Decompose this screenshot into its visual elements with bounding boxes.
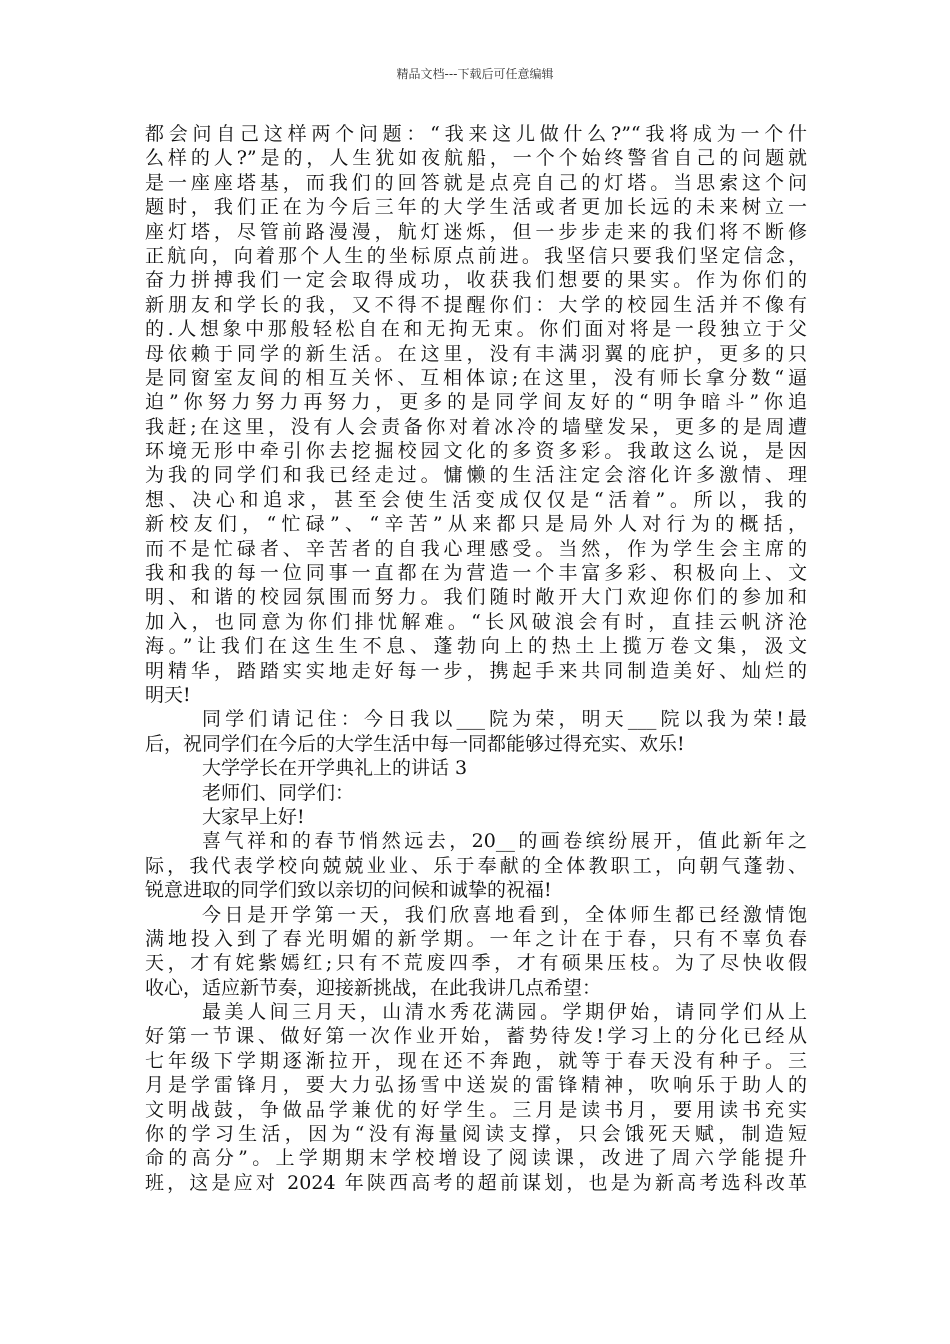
text-line: 天，才有姹紫嫣红;只有不荒废四季，才有硕果压枝。为了尽快收假 (145, 952, 807, 975)
text-line: 题时，我们正在为今后三年的大学生活或者更加长远的未来树立一 (145, 196, 807, 219)
text-line: 班，这是应对 2024 年陕西高考的超前谋划，也是为新高考选科改革 (145, 1171, 807, 1194)
text-line: 明、和谐的校园氛围而努力。我们随时敞开大门欢迎你们的参加和 (145, 586, 807, 609)
text-line: 想、决心和追求，甚至会使生活变成仅仅是“活着”。所以，我的 (145, 488, 807, 511)
text-line: 大家早上好! (202, 805, 305, 828)
text-line: 同学们请记住：今日我以___院为荣，明天___院以我为荣!最 (202, 708, 807, 731)
text-line: 满地投入到了春光明媚的新学期。一年之计在于春，只有不辜负春 (145, 927, 807, 950)
text-line: 是同窗室友间的相互关怀、互相体谅;在这里，没有师长拿分数“逼 (145, 366, 807, 389)
text-line: 喜气祥和的春节悄然远去，20__的画卷缤纷展开，值此新年之 (202, 830, 807, 853)
text-line: 环境无形中牵引你去挖掘校园文化的多资多彩。我敢这么说，是因 (145, 440, 807, 463)
page-header: 精品文档---下载后可任意编辑 (396, 67, 554, 81)
text-line: 的.人想象中那般轻松自在和无拘无束。你们面对将是一段独立于父 (145, 318, 807, 341)
text-line: 海。”让我们在这生生不息、蓬勃向上的热土上揽万卷文集，汲文 (145, 635, 807, 658)
text-line: 新校友们，“忙碌”、“辛苦”从来都只是局外人对行为的概括， (145, 513, 807, 536)
text-line: 最美人间三月天，山清水秀花满园。学期伊始，请同学们从上 (202, 1001, 807, 1024)
text-line: 么样的人?”是的，人生犹如夜航船，一个个始终警省自己的问题就 (145, 147, 807, 170)
text-line: 加入，也同意为你们排忧解难。“长风破浪会有时，直挂云帆济沧 (145, 610, 807, 633)
text-line: 今日是开学第一天，我们欣喜地看到，全体师生都已经激情饱 (202, 903, 807, 926)
text-line: 七年级下学期逐渐拉开，现在还不奔跑，就等于春天没有种子。三 (145, 1049, 807, 1072)
text-line: 锐意进取的同学们致以亲切的问候和诚挚的祝福! (145, 879, 552, 902)
text-line: 月是学雷锋月，要大力弘扬雪中送炭的雷锋精神，吹响乐于助人的 (145, 1074, 807, 1097)
text-line: 新朋友和学长的我，又不得不提醒你们：大学的校园生活并不像有 (145, 293, 807, 316)
text-line: 为我的同学们和我已经走过。慵懒的生活注定会溶化许多激情、理 (145, 464, 807, 487)
text-line: 奋力拼搏我们一定会取得成功，收获我们想要的果实。作为你们的 (145, 269, 807, 292)
text-line: 收心，适应新节奏，迎接新挑战，在此我讲几点希望： (145, 976, 602, 999)
text-line: 老师们、同学们： (202, 781, 355, 804)
text-line: 明天! (145, 683, 191, 706)
document-body (145, 122, 807, 1195)
text-line: 大学学长在开学典礼上的讲话 3 (202, 757, 468, 780)
text-line: 后，祝同学们在今后的大学生活中每一同都能够过得充实、欢乐! (145, 732, 685, 755)
text-line: 你的学习生活，因为“没有海量阅读支撑，只会饿死天赋，制造短 (145, 1123, 807, 1146)
text-line: 都会问自己这样两个问题：“我来这儿做什么?”“我将成为一个什 (145, 123, 807, 145)
text-line: 而不是忙碌者、辛苦者的自我心理感受。当然，作为学生会主席的 (145, 537, 807, 560)
text-line: 是一座座塔基，而我们的回答就是点亮自己的灯塔。当思索这个问 (145, 171, 807, 194)
text-line: 际，我代表学校向兢兢业业、乐于奉献的全体教职工，向朝气蓬勃、 (145, 854, 807, 877)
text-line: 明精华，踏踏实实地走好每一步，携起手来共同制造美好、灿烂的 (145, 659, 807, 682)
text-line: 命的高分”。上学期期末学校增设了阅读课，改进了周六学能提升 (145, 1147, 807, 1170)
text-line: 座灯塔，尽管前路漫漫，航灯迷烁，但一步步走来的我们将不断修 (145, 220, 807, 243)
text-line: 迫”你努力努力再努力，更多的是同学间友好的“明争暗斗”你追 (145, 391, 807, 414)
text-line: 文明战鼓，争做品学兼优的好学生。三月是读书月，要用读书充实 (145, 1098, 807, 1121)
text-line: 正航向，向着那个人生的坐标原点前进。我坚信只要我们坚定信念， (145, 244, 807, 267)
text-line: 好第一节课、做好第一次作业开始，蓄势待发!学习上的分化已经从 (145, 1025, 807, 1048)
text-line: 母依赖于同学的新生活。在这里，没有丰满羽翼的庇护，更多的只 (145, 342, 807, 365)
text-line: 我和我的每一位同事一直都在为营造一个丰富多彩、积极向上、文 (145, 562, 807, 585)
text-line: 我赶;在这里，没有人会责备你对着冰冷的墙壁发呆，更多的是周遭 (145, 415, 807, 438)
